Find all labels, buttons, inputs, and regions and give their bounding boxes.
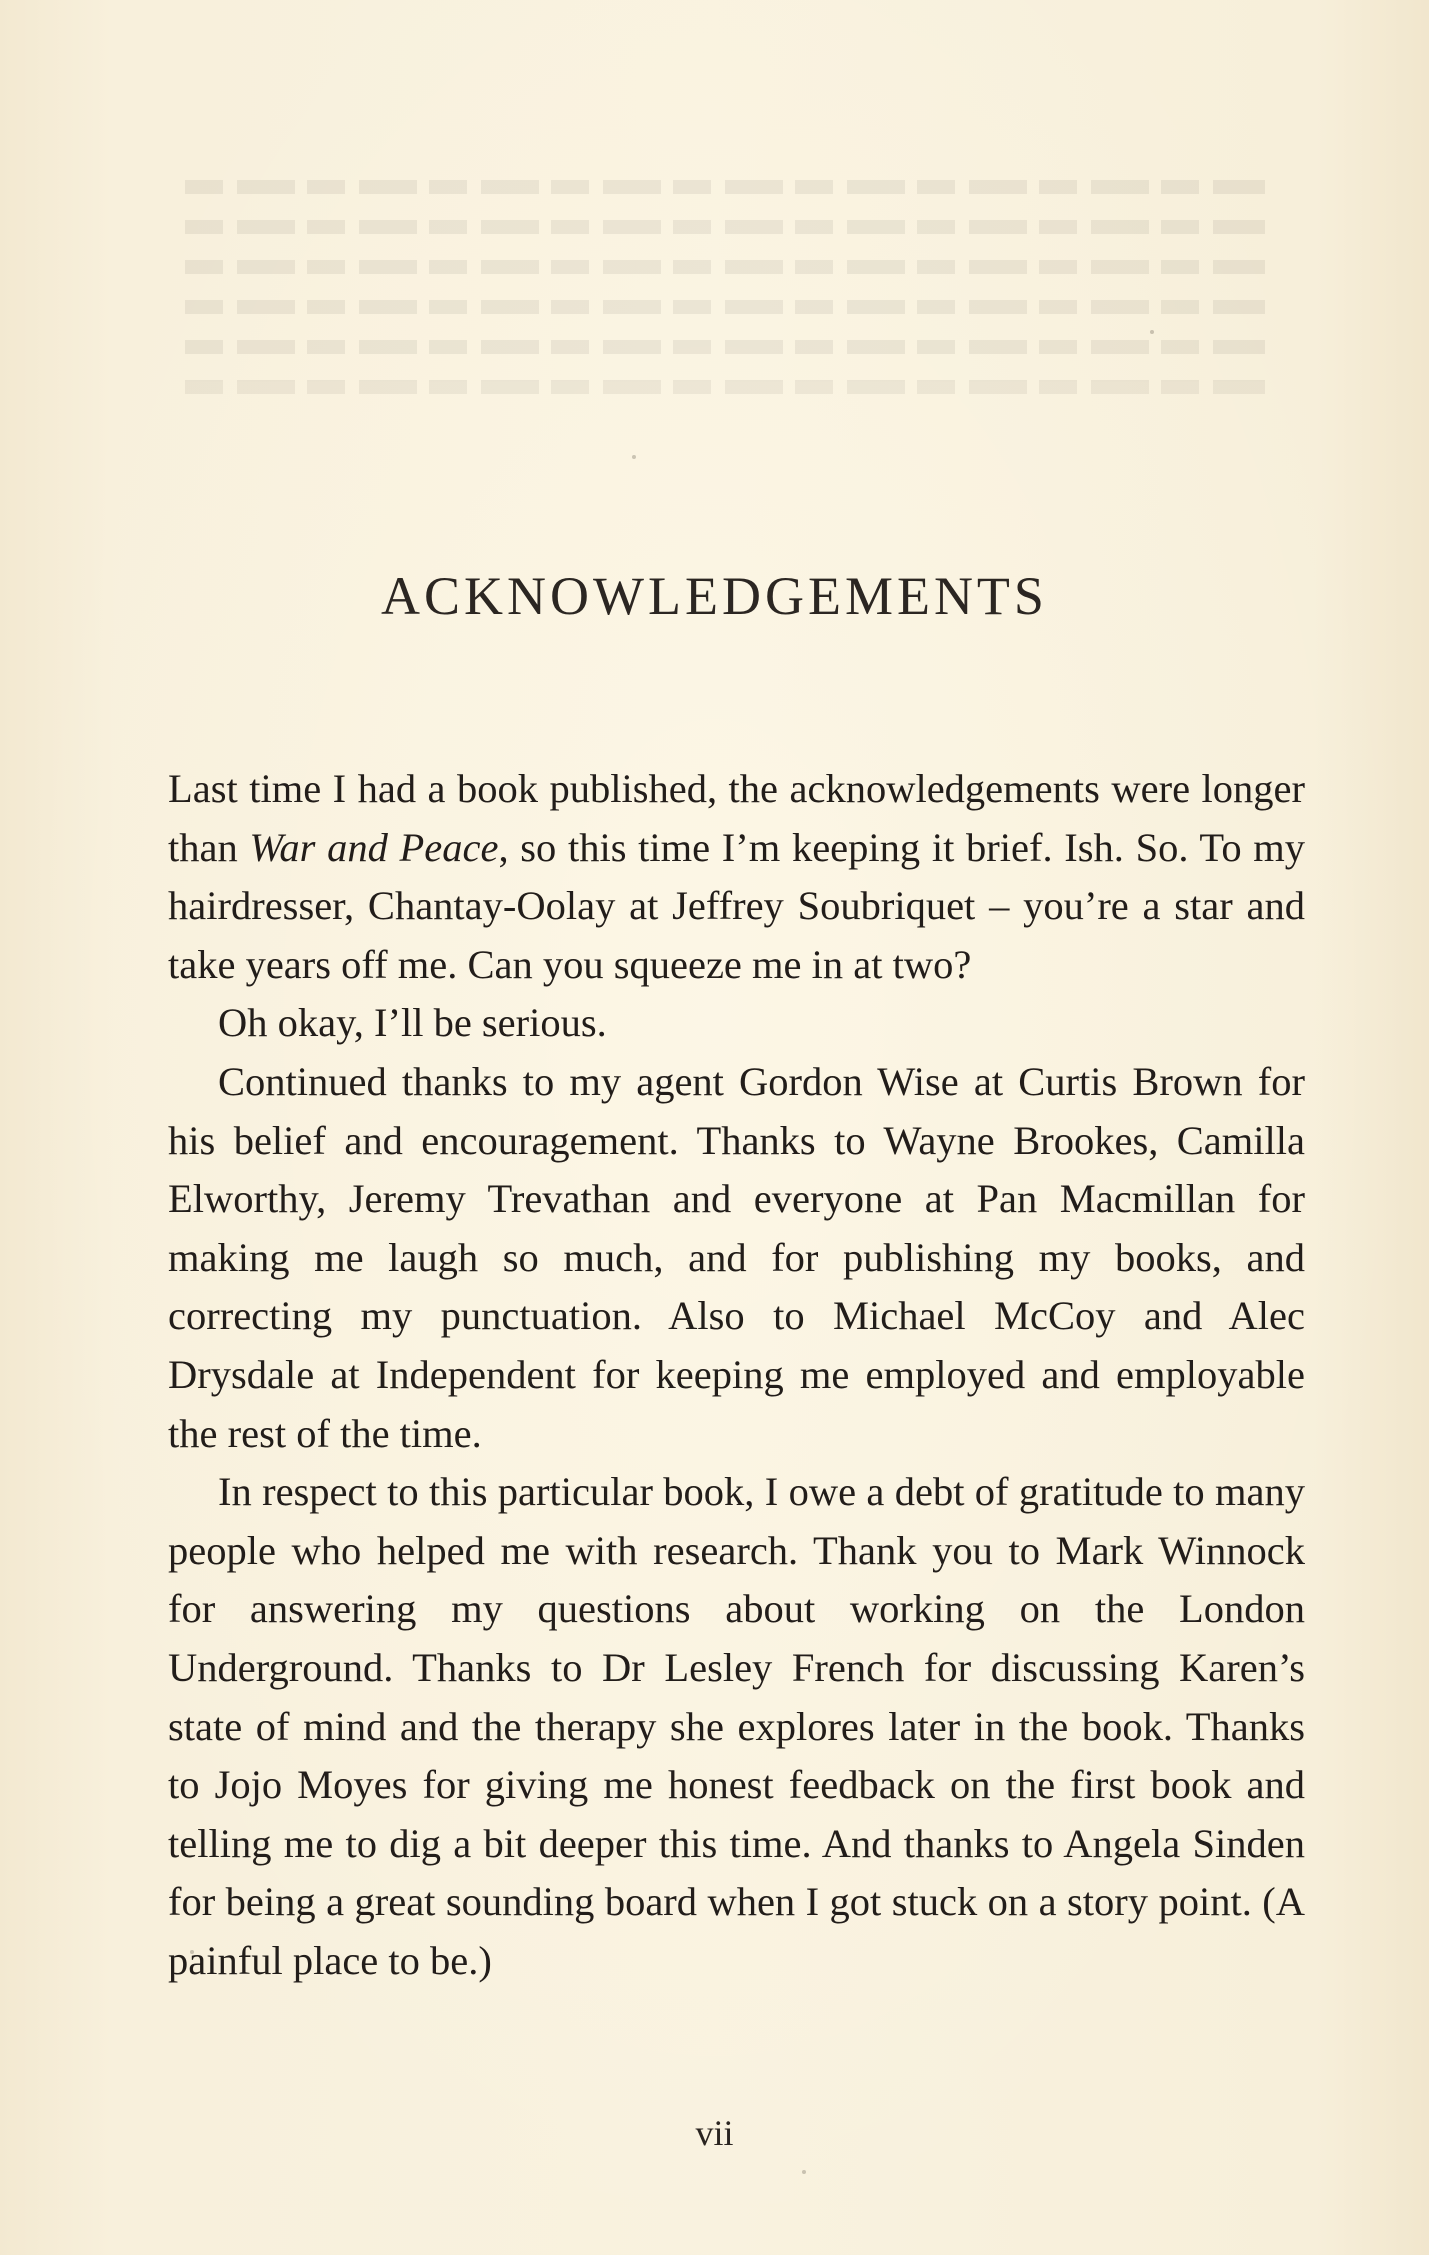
paragraph xyxy=(168,994,1305,1053)
page-title: ACKNOWLEDGEMENTS xyxy=(381,566,1048,626)
show-through-line xyxy=(185,220,1265,234)
paragraph xyxy=(168,1463,1305,1990)
paragraph xyxy=(168,760,1305,994)
show-through-line xyxy=(185,300,1265,314)
paragraph xyxy=(168,1053,1305,1463)
paragraph-text: Last time I had a book published, the acknowledgements were longer than xyxy=(168,766,1305,870)
paper-speck xyxy=(190,1950,194,1954)
show-through-line xyxy=(185,260,1265,274)
show-through-line xyxy=(185,180,1265,194)
acknowledgements-body xyxy=(168,760,1305,1990)
paragraph-text: In respect to this particular book, I owe a debt of gratitude to many people who helped me with research. Thank you to Mark Winnock for answering my questions about working on the London Underground. Thanks to Dr Lesley French for discussing Karen’s state of mind and the therapy she explores later in the book. Thanks to Jojo Moyes for giving me honest feedback on the first book and telling me to dig a bit deeper this time. And thanks to Angela Sinden for being a great sounding board when I got stuck on a story point. (A painful place to be.) xyxy=(168,1469,1305,1983)
paper-speck xyxy=(802,2170,806,2174)
paper-speck xyxy=(1150,330,1154,334)
show-through-line xyxy=(185,340,1265,354)
paragraph-text: , so this time I’m keeping it brief. Ish. So. To my hairdresser, Chantay-Oolay at Jeffrey Soubriquet – you’re a star and take years off me. Can you squeeze me in at two? xyxy=(168,824,1305,987)
page-number: vii xyxy=(695,2113,734,2153)
show-through-text xyxy=(185,180,1265,420)
paragraph-text: Oh okay, I’ll be serious. xyxy=(218,1000,607,1046)
italic-title: War and Peace xyxy=(249,824,499,870)
show-through-line xyxy=(185,380,1265,394)
paragraph-text: Continued thanks to my agent Gordon Wise at Curtis Brown for his belief and encouragement. Thanks to Wayne Brookes, Camilla Elworthy, Jeremy Trevathan and everyone at Pan Macmillan for making me laugh so much, and for publishing my books, and correcting my punctuation. Also to Michael McCoy and Alec Drysdale at Independent for keeping me employed and employable the rest of the time. xyxy=(168,1058,1305,1456)
paper-speck xyxy=(632,455,636,459)
